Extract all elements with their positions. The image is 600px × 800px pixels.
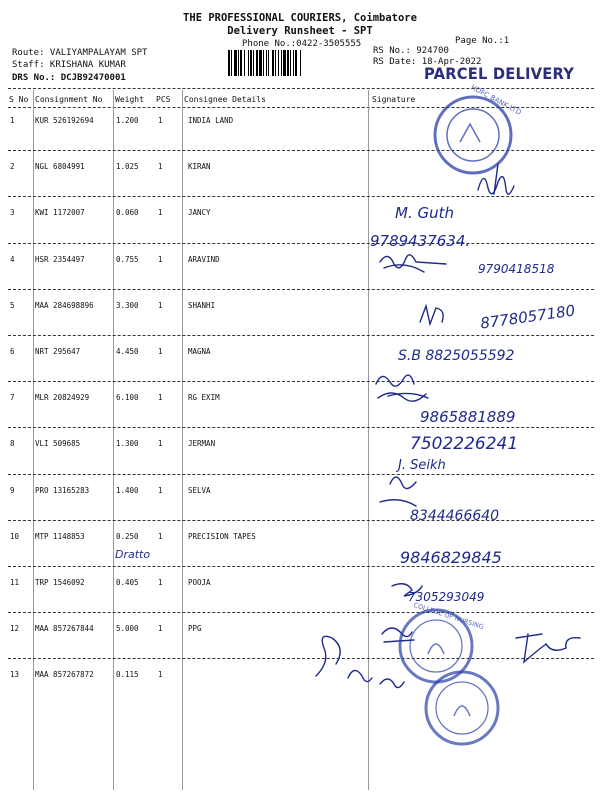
parcel-delivery-stamp: PARCEL DELIVERY bbox=[424, 64, 575, 83]
cell-sno: 9 bbox=[10, 485, 15, 495]
barcode-bar bbox=[295, 50, 297, 76]
cell-sno: 6 bbox=[10, 347, 15, 356]
barcode-bar bbox=[272, 50, 274, 76]
cell-consignee: SELVA bbox=[188, 485, 211, 495]
cell-consignment: VLI 509685 bbox=[35, 439, 81, 449]
handwritten-note: Dratto bbox=[115, 548, 151, 561]
cell-consignment: NGL 6804991 bbox=[35, 162, 85, 172]
cell-pcs: 1 bbox=[158, 624, 163, 634]
cell-consignee: KIRAN bbox=[188, 162, 211, 172]
col-divider bbox=[182, 90, 183, 790]
cell-pcs: 1 bbox=[158, 254, 163, 264]
cell-pcs: 1 bbox=[158, 531, 163, 541]
barcode-bar bbox=[293, 50, 294, 76]
barcode-bar bbox=[228, 50, 230, 76]
cell-sno: 3 bbox=[10, 208, 15, 218]
cell-weight: 0.115 bbox=[116, 670, 139, 680]
cell-pcs: 1 bbox=[158, 162, 163, 172]
barcode-bar bbox=[259, 50, 262, 76]
cell-weight: 5.000 bbox=[116, 624, 139, 634]
cell-weight: 0.755 bbox=[116, 254, 139, 264]
route-info: Route: VALIYAMPALAYAM SPT bbox=[12, 48, 148, 58]
cell-weight: 3.300 bbox=[116, 300, 139, 310]
col-divider bbox=[113, 90, 114, 790]
cell-consignment: MAA 857267872 bbox=[35, 670, 94, 680]
cell-pcs: 1 bbox=[158, 116, 163, 125]
cell-pcs: 1 bbox=[158, 347, 163, 356]
phone-number: Phone No.:0422-3505555 bbox=[242, 39, 362, 49]
cell-sno: 13 bbox=[10, 670, 20, 680]
barcode-bar bbox=[283, 50, 286, 76]
signature-name-3: M. Guth bbox=[395, 204, 454, 222]
cell-sno: 5 bbox=[10, 300, 15, 310]
col-divider bbox=[368, 90, 369, 790]
sheet-title: Delivery Runsheet - SPT bbox=[227, 25, 373, 37]
col-divider bbox=[33, 90, 34, 790]
handwritten-signatures bbox=[370, 100, 600, 660]
cell-weight: 1.200 bbox=[116, 116, 139, 125]
signature-phone-10: 9846829845 bbox=[400, 548, 502, 567]
cell-sno: 7 bbox=[10, 393, 15, 403]
barcode-bar bbox=[300, 50, 301, 76]
signature-phone-5: 8778057180 bbox=[479, 301, 577, 333]
cell-consignee: PPG bbox=[188, 624, 202, 634]
bank-stamp-text: HDFC BANK LTD bbox=[469, 83, 523, 117]
cell-pcs: 1 bbox=[158, 300, 163, 310]
cell-pcs: 1 bbox=[158, 670, 163, 680]
barcode-bar bbox=[275, 50, 276, 76]
barcode-bar bbox=[238, 50, 239, 76]
cell-consignment: MAA 284698896 bbox=[35, 300, 94, 310]
cell-sno: 12 bbox=[10, 624, 20, 634]
cell-sno: 8 bbox=[10, 439, 15, 449]
col-header-consignment: Consignment No bbox=[35, 95, 103, 104]
rs-date: RS Date: 18-Apr-2022 bbox=[373, 57, 482, 67]
barcode-bar bbox=[266, 50, 267, 76]
cell-weight: 4.450 bbox=[116, 347, 139, 356]
college-stamp bbox=[398, 604, 508, 754]
barcode-bar bbox=[250, 50, 252, 76]
cell-consignment: NRT 295647 bbox=[35, 347, 81, 356]
cell-sno: 11 bbox=[10, 578, 20, 587]
cell-consignee: POOJA bbox=[188, 578, 211, 587]
cell-consignee: ARAVIND bbox=[188, 254, 220, 264]
cell-consignee: JANCY bbox=[188, 208, 211, 218]
cell-pcs: 1 bbox=[158, 393, 163, 403]
barcode-bar bbox=[256, 50, 258, 76]
cell-sno: 2 bbox=[10, 162, 15, 172]
cell-consignment: MAA 857267844 bbox=[35, 624, 94, 634]
barcode-image bbox=[228, 50, 358, 76]
col-header-pcs: PCS bbox=[156, 95, 171, 104]
cell-pcs: 1 bbox=[158, 439, 163, 449]
cell-sno: 1 bbox=[10, 116, 15, 125]
cell-weight: 1.025 bbox=[116, 162, 139, 172]
cell-sno: 10 bbox=[10, 531, 20, 541]
cell-consignee: MAGNA bbox=[188, 347, 211, 356]
signature-phone-6: S.B 8825055592 bbox=[398, 348, 515, 364]
cell-consignment: TRP 1546092 bbox=[35, 578, 85, 587]
barcode-bar bbox=[240, 50, 242, 76]
barcode-bar bbox=[278, 50, 279, 76]
cell-consignee: INDIA LAND bbox=[188, 116, 234, 125]
cell-weight: 0.250 bbox=[116, 531, 139, 541]
table-top-rule bbox=[8, 88, 594, 89]
cell-sno: 4 bbox=[10, 254, 15, 264]
barcode-bar bbox=[290, 50, 291, 76]
col-header-weight: Weight bbox=[115, 95, 144, 104]
cell-consignment: KWI 1172007 bbox=[35, 208, 85, 218]
signature-phone-4: 9790418518 bbox=[478, 262, 555, 276]
cell-consignment: MLR 20824929 bbox=[35, 393, 90, 403]
cell-consignee: RG EXIM bbox=[188, 393, 220, 403]
cell-consignment: KUR 526192694 bbox=[35, 116, 94, 125]
cell-consignment: MTP 1148853 bbox=[35, 531, 85, 541]
barcode-bar bbox=[234, 50, 237, 76]
signature-phone-8: 7502226241 bbox=[410, 434, 519, 454]
cell-weight: 6.100 bbox=[116, 393, 139, 403]
barcode-bar bbox=[248, 50, 249, 76]
cell-pcs: 1 bbox=[158, 208, 163, 218]
cell-weight: 1.300 bbox=[116, 439, 139, 449]
col-header-consignee: Consignee Details bbox=[184, 95, 266, 104]
signature-phone-11: 7305293049 bbox=[408, 590, 485, 604]
staff-info: Staff: KRISHANA KUMAR bbox=[12, 60, 126, 70]
cell-consignee: PRECISION TAPES bbox=[188, 531, 256, 541]
rs-number: RS No.: 924700 bbox=[373, 46, 449, 56]
barcode-bar bbox=[281, 50, 282, 76]
signature-phone-9: 8344466640 bbox=[410, 508, 500, 524]
page-number: Page No.:1 bbox=[455, 36, 510, 46]
cell-weight: 0.060 bbox=[116, 208, 139, 218]
barcode-bar bbox=[253, 50, 254, 76]
signature-name-8: J. Seikh bbox=[398, 458, 446, 473]
cell-consignment: HSR 2354497 bbox=[35, 254, 85, 264]
cell-consignee: SHANHI bbox=[188, 300, 216, 310]
drs-number: DRS No.: DCJB92470001 bbox=[12, 73, 126, 83]
college-stamp-text: COLLEGE OF NURSING bbox=[412, 600, 485, 632]
cell-consignment: PRO 13165283 bbox=[35, 485, 90, 495]
barcode-bar bbox=[231, 50, 232, 76]
col-header-sno: S No bbox=[9, 95, 29, 104]
barcode-bar bbox=[244, 50, 245, 76]
cell-weight: 1.400 bbox=[116, 485, 139, 495]
signature-phone-3: 9789437634. bbox=[370, 232, 471, 250]
cell-weight: 0.405 bbox=[116, 578, 139, 587]
barcode-bar bbox=[268, 50, 269, 76]
cell-pcs: 1 bbox=[158, 578, 163, 587]
company-title: THE PROFESSIONAL COURIERS, Coimbatore bbox=[183, 12, 417, 24]
barcode-bar bbox=[263, 50, 264, 76]
cell-pcs: 1 bbox=[158, 485, 163, 495]
col-header-signature: Signature bbox=[372, 95, 416, 104]
signature-phone-7: 9865881889 bbox=[420, 408, 516, 426]
cell-consignee: JERMAN bbox=[188, 439, 216, 449]
barcode-bar bbox=[287, 50, 289, 76]
